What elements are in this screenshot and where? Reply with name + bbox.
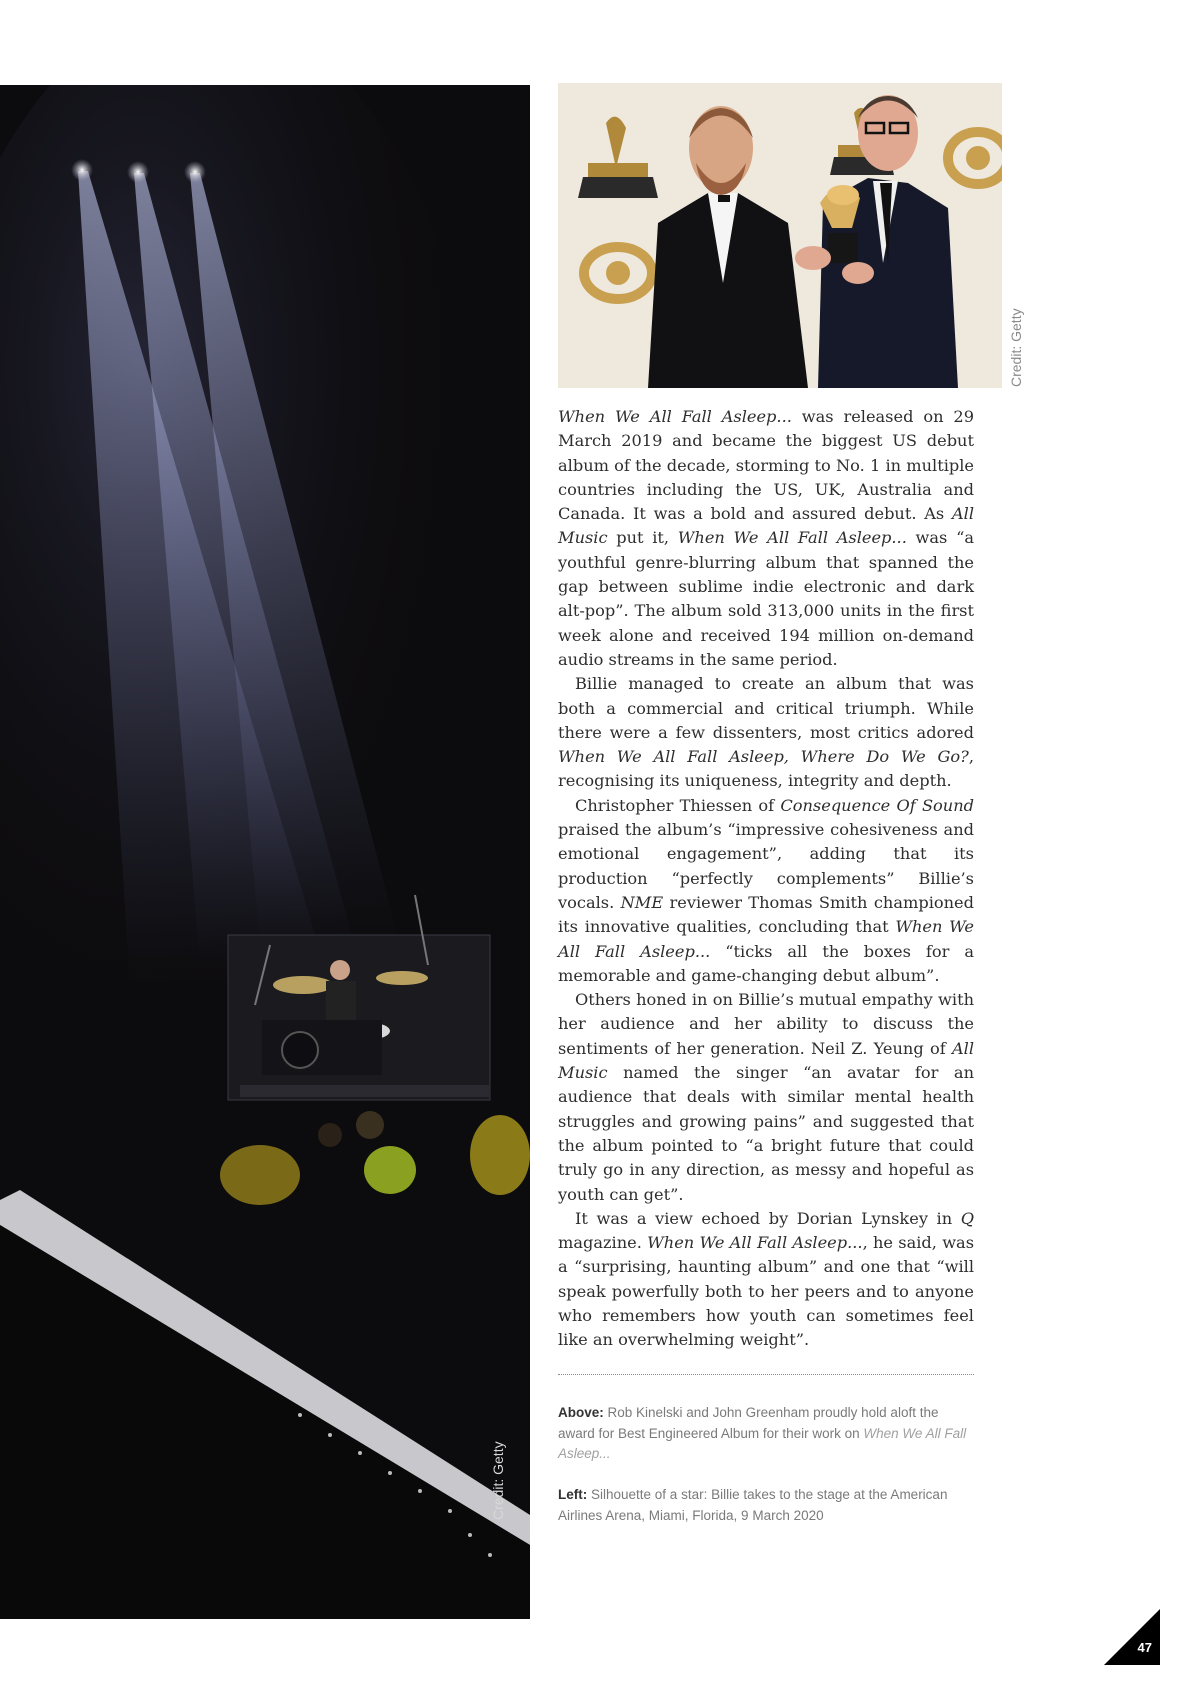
page-number-marker — [1104, 1609, 1160, 1665]
paragraph-text: It was a view echoed by Dorian Lynskey in — [575, 1208, 961, 1228]
paragraph-text: Christopher Thiessen of — [575, 795, 781, 815]
concert-photo — [0, 85, 530, 1619]
caption-left — [558, 1485, 978, 1526]
publication-name: All Music — [558, 1038, 974, 1083]
paragraph-text: Others honed in on Billie’s mutual empathy with her audience and her ability to discuss the sentiments of her generation. Neil Z. Yeung of — [558, 990, 974, 1058]
paragraph-text: magazine. — [558, 1233, 648, 1253]
paragraph-text: named the singer “an avatar for an audience that deals with similar mental health struggles and growing pains” and suggested that the album pointed to “a bright future that could truly go in any direction, as messy and hopeful as youth can get”. — [558, 1063, 974, 1204]
photo-credit-top: Credit: Getty — [1008, 308, 1024, 387]
caption-text: Rob Kinelski and John Greenham proudly hold aloft the award for Best Engineered Album for their work on — [558, 1405, 939, 1441]
paragraph-text: put it, — [607, 528, 678, 548]
paragraph-text: , recognising its uniqueness, integrity and depth. — [558, 747, 974, 791]
paragraph-text: reviewer Thomas Smith championed its innovative qualities, concluding that — [558, 892, 974, 937]
caption-album-title: When We All Fall Asleep... — [558, 1425, 967, 1461]
publication-name: Q — [960, 1208, 974, 1228]
grammy-photo — [558, 83, 1002, 388]
album-title: When We All Fall Asleep, Where Do We Go? — [558, 747, 969, 767]
publication-name: Consequence Of Sound — [780, 795, 974, 815]
caption-label: Left: — [558, 1487, 588, 1502]
album-title: When We All Fall Asleep... — [677, 528, 907, 548]
paragraph-text: , he said, was a “surprising, haunting album” and one that “will speak powerfully both to her peers and to anyone who remembers how youth can sometimes feel like an overwhelming weight”. — [558, 1233, 975, 1350]
caption-label: Above: — [558, 1405, 604, 1420]
paragraph-text: praised the album’s “impressive cohesiveness and emotional engagement”, adding that its production “perfectly complements” Billie’s vocals. — [558, 820, 974, 912]
paragraph — [558, 794, 974, 988]
paragraph-text: Billie managed to create an album that was both a commercial and critical triumph. While there were a few dissenters, most critics adored — [558, 674, 974, 742]
photo-credit-left: Credit: Getty — [490, 1441, 506, 1520]
caption-divider — [558, 1374, 974, 1375]
caption-above — [558, 1403, 978, 1465]
paragraph-text: was released on 29 March 2019 and became the biggest US debut album of the decade, storming to No. 1 in multiple countries including the US, UK, Australia and Canada. It was a bold and assured debut. As — [558, 407, 974, 524]
album-title: When We All Fall Asleep... — [558, 917, 974, 961]
paragraph — [558, 405, 974, 672]
publication-name: All Music — [558, 504, 974, 548]
concert-photo-illustration — [0, 85, 530, 1619]
triangle-page-marker-icon — [1104, 1609, 1160, 1665]
caption-text: Silhouette of a star: Billie takes to the stage at the American Airlines Arena, Miami, Florida, 9 March 2020 — [558, 1487, 948, 1523]
paragraph — [558, 1207, 974, 1353]
article-body — [558, 405, 974, 1353]
paragraph-text: was “a youthful genre-blurring album that spanned the gap between sublime indie electronic and dark alt-pop”. The album sold 313,000 units in the first week alone and received 194 million on-demand audio streams in the same period. — [558, 528, 974, 669]
paragraph — [558, 672, 974, 793]
paragraph — [558, 988, 974, 1207]
publication-name: NME — [620, 892, 664, 912]
album-title: When We All Fall Asleep... — [558, 407, 792, 426]
album-title: When We All Fall Asleep... — [647, 1233, 863, 1253]
grammy-photo-illustration — [558, 83, 1002, 388]
page-number: 47 — [1137, 1640, 1152, 1655]
paragraph-text: “ticks all the boxes for a memorable and game-changing debut album”. — [558, 941, 975, 985]
